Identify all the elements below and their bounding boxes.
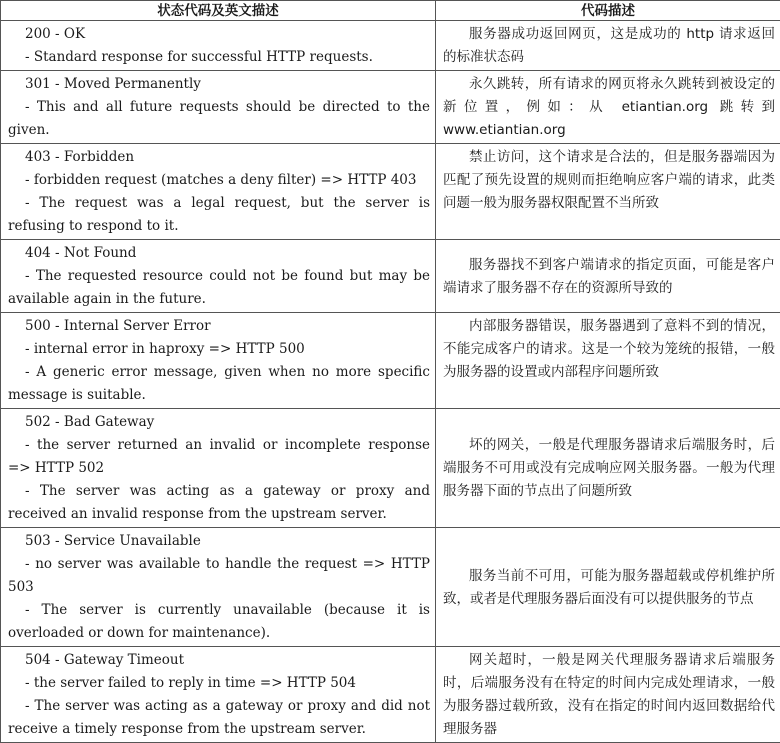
- table-row: [1, 313, 780, 409]
- status-code-english-description: - The request was a legal request, but the server is refusing to respond to it.: [8, 192, 430, 238]
- status-code-cell: [1, 71, 436, 144]
- status-code-chinese-description: 服务器成功返回网页，这是成功的 http 请求返回的标准状态码: [436, 21, 780, 71]
- header-code-english: 状态代码及英文描述: [1, 1, 436, 21]
- status-code-chinese-description: 服务当前不可用，可能为服务器超载或停机维护所致，或者是代理服务器后面没有可以提供服务的节点: [436, 528, 780, 647]
- status-code-cell: [1, 528, 436, 647]
- status-code-cell: [1, 144, 436, 240]
- table-row: [1, 71, 780, 144]
- status-code-chinese-description: 坏的网关，一般是代理服务器请求后端服务时，后端服务不可用或没有完成响应网关服务器。一般为代理服务器下面的节点出了问题所致: [436, 409, 780, 528]
- status-code-english-description: - the server returned an invalid or incomplete response => HTTP 502: [8, 434, 430, 480]
- status-code-cell: [1, 409, 436, 528]
- status-code-english-description: - The server was acting as a gateway or proxy and received an invalid response from the upstream server.: [8, 480, 430, 526]
- status-code-cell: [1, 647, 436, 743]
- status-code-english-description: - forbidden request (matches a deny filter) => HTTP 403: [8, 169, 430, 192]
- status-code-title: 404 - Not Found: [8, 242, 430, 265]
- header-code-description: 代码描述: [436, 1, 780, 21]
- table-row: [1, 240, 780, 313]
- status-code-english-description: - A generic error message, given when no more specific message is suitable.: [8, 361, 430, 407]
- status-code-title: 301 - Moved Permanently: [8, 73, 430, 96]
- status-code-title: 504 - Gateway Timeout: [8, 649, 430, 672]
- status-code-title: 403 - Forbidden: [8, 146, 430, 169]
- status-code-chinese-description: 网关超时，一般是网关代理服务器请求后端服务时，后端服务没有在特定的时间内完成处理请求，一般为服务器过载所致，没有在指定的时间内返回数据给代理服务器: [436, 647, 780, 743]
- table-row: [1, 144, 780, 240]
- status-code-cell: [1, 240, 436, 313]
- status-code-title: 503 - Service Unavailable: [8, 530, 430, 553]
- status-code-cell: [1, 313, 436, 409]
- table-row: [1, 647, 780, 743]
- status-code-title: 502 - Bad Gateway: [8, 411, 430, 434]
- status-code-english-description: - The requested resource could not be found but may be available again in the future.: [8, 265, 430, 311]
- table-row: [1, 21, 780, 71]
- header-row: [1, 1, 780, 21]
- status-code-chinese-description: 服务器找不到客户端请求的指定页面，可能是客户端请求了服务器不存在的资源所导致的: [436, 240, 780, 313]
- status-code-english-description: - internal error in haproxy => HTTP 500: [8, 338, 430, 361]
- status-code-english-description: - no server was available to handle the request => HTTP 503: [8, 553, 430, 599]
- status-code-chinese-description: 永久跳转，所有请求的网页将永久跳转到被设定的新位置，例如：从 etiantian.org 跳转到 www.etiantian.org: [436, 71, 780, 144]
- status-code-chinese-description: 内部服务器错误，服务器遇到了意料不到的情况，不能完成客户的请求。这是一个较为笼统的报错，一般为服务器的设置或内部程序问题所致: [436, 313, 780, 409]
- status-code-title: 500 - Internal Server Error: [8, 315, 430, 338]
- status-code-chinese-description: 禁止访问，这个请求是合法的，但是服务器端因为匹配了预先设置的规则而拒绝响应客户端的请求，此类问题一般为服务器权限配置不当所致: [436, 144, 780, 240]
- status-code-english-description: - Standard response for successful HTTP requests.: [8, 46, 430, 69]
- table-row: [1, 409, 780, 528]
- status-code-title: 200 - OK: [8, 23, 430, 46]
- table-row: [1, 528, 780, 647]
- status-code-english-description: - The server is currently unavailable (because it is overloaded or down for maintenance).: [8, 599, 430, 645]
- status-code-english-description: - The server was acting as a gateway or proxy and did not receive a timely response from the upstream server.: [8, 695, 430, 741]
- status-code-english-description: - the server failed to reply in time => HTTP 504: [8, 672, 430, 695]
- status-code-english-description: - This and all future requests should be directed to the given.: [8, 96, 430, 142]
- status-code-cell: [1, 21, 436, 71]
